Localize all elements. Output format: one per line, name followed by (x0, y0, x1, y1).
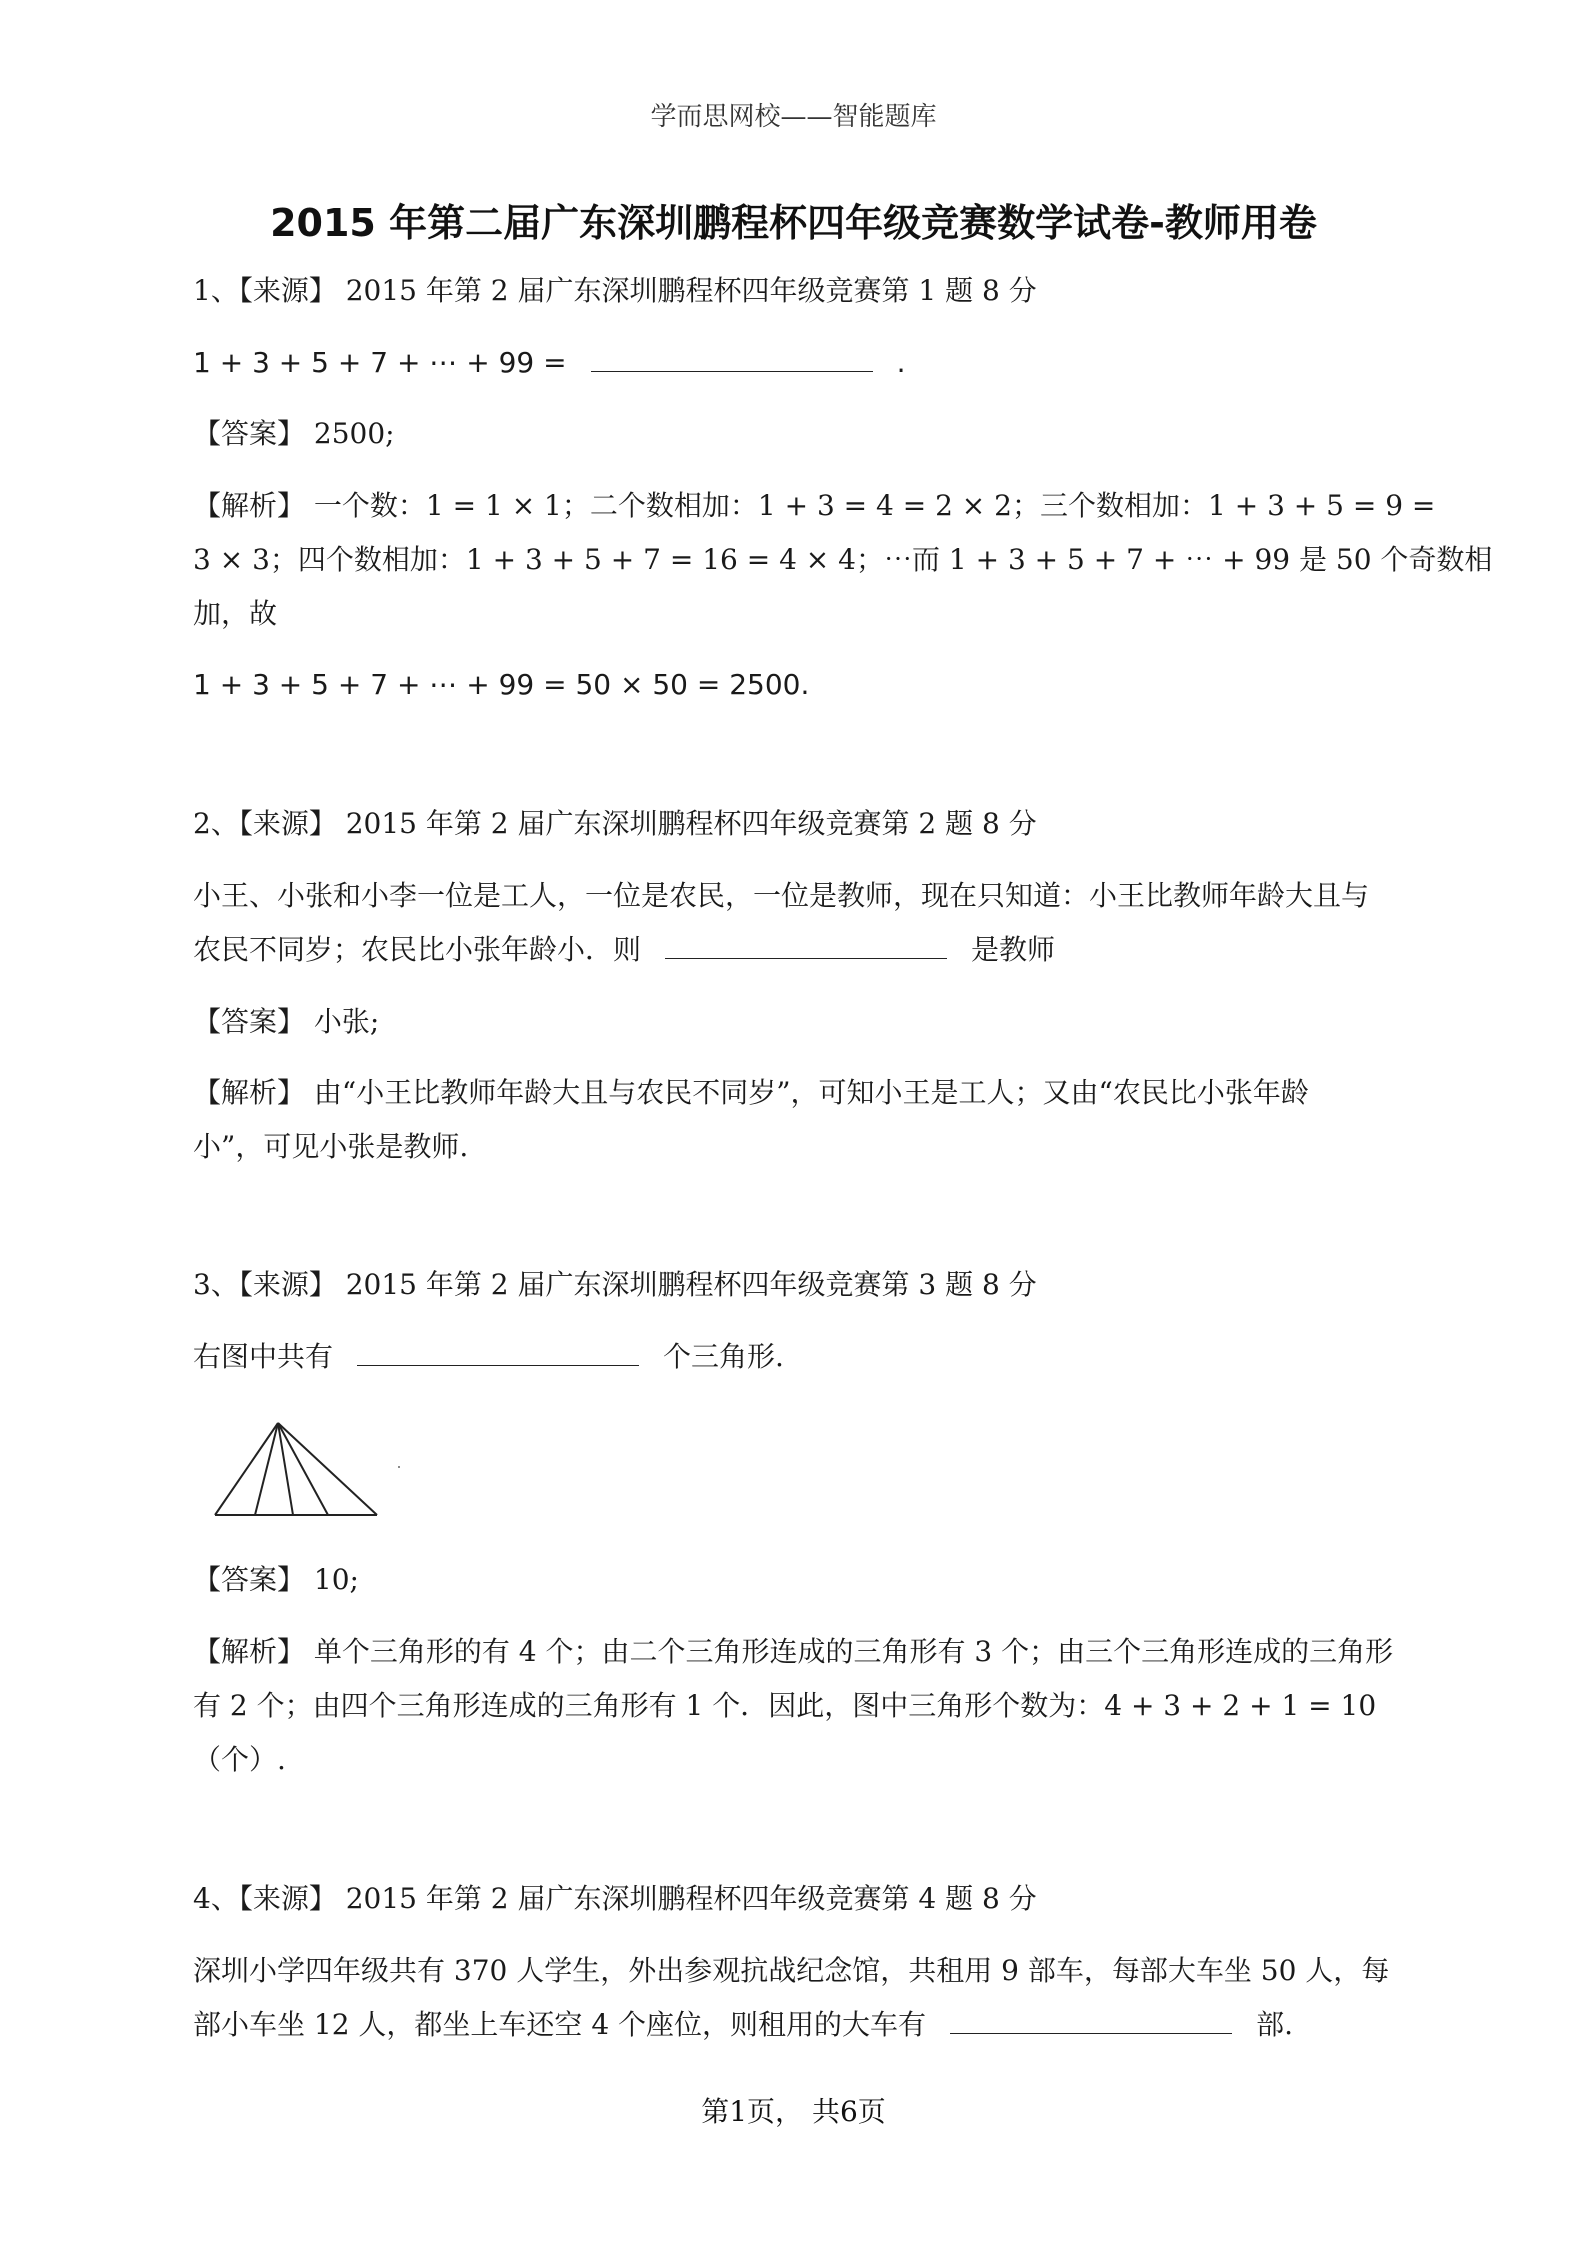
triangle-inner-line (255, 1423, 278, 1515)
q1-answer-blank (591, 349, 873, 372)
q4-question-line (193, 2008, 1293, 2042)
q1-source: 1、【来源】 2015 年第 2 届广东深圳鹏程杯四年级竞赛第 1 题 8 分 (193, 274, 1037, 307)
q1-answer: 【答案】 2500; (193, 417, 395, 450)
triangle-left-side (215, 1423, 278, 1515)
q2-question-tail: 是教师 (971, 933, 1056, 966)
triangle-figure (205, 1415, 405, 1525)
q2-explanation-line: 小”，可见小张是教师. (193, 1130, 469, 1163)
q3-explanation-line: （个）. (193, 1743, 286, 1776)
q1-question (193, 346, 905, 380)
page-footer: 第1页， 共6页 (701, 2095, 886, 2128)
q3-explanation-line: 【解析】 单个三角形的有 4 个；由二个三角形连成的三角形有 3 个；由三个三角形连成的三角形 (193, 1635, 1394, 1668)
page-header: 学而思网校——智能题库 (650, 102, 937, 132)
q2-answer-blank (665, 936, 947, 959)
triangle-right-side (278, 1423, 377, 1515)
q2-question-line (193, 933, 1055, 967)
q4-question-text: 部小车坐 12 人，都坐上车还空 4 个座位，则租用的大车有 (193, 2008, 927, 2041)
q4-source: 4、【来源】 2015 年第 2 届广东深圳鹏程杯四年级竞赛第 4 题 8 分 (193, 1882, 1037, 1915)
q1-explanation-line: 1 + 3 + 5 + 7 + ⋯ + 99 = 50 × 50 = 2500. (193, 668, 810, 701)
q3-source: 3、【来源】 2015 年第 2 届广东深圳鹏程杯四年级竞赛第 3 题 8 分 (193, 1268, 1037, 1301)
q1-question-tail: . (896, 346, 906, 379)
q2-answer: 【答案】 小张; (193, 1005, 380, 1038)
q4-answer-blank (950, 2011, 1232, 2034)
page-title: 2015 年第二届广东深圳鹏程杯四年级竞赛数学试卷-教师用卷 (270, 201, 1317, 245)
q2-source: 2、【来源】 2015 年第 2 届广东深圳鹏程杯四年级竞赛第 2 题 8 分 (193, 807, 1037, 840)
q1-explanation-line: 3 × 3；四个数相加：1 + 3 + 5 + 7 = 16 = 4 × 4；⋯而 1 + 3 + 5 + 7 + ⋯ + 99 是 50 个奇数相 (193, 543, 1493, 576)
q2-explanation-line: 【解析】 由“小王比教师年龄大且与农民不同岁”，可知小王是工人；又由“农民比小张年龄 (193, 1076, 1309, 1109)
q3-answer: 【答案】 10; (193, 1563, 359, 1596)
q3-answer-blank (357, 1343, 639, 1366)
q4-question-tail: 部. (1256, 2008, 1293, 2041)
q2-question-line: 小王、小张和小李一位是工人，一位是农民，一位是教师，现在只知道：小王比教师年龄大且与 (193, 879, 1370, 912)
q1-explanation-line: 加，故 (193, 597, 278, 630)
q2-question-text: 农民不同岁；农民比小张年龄小．则 (193, 933, 642, 966)
q3-explanation-line: 有 2 个；由四个三角形连成的三角形有 1 个．因此，图中三角形个数为：4 + 3 + 2 + 1 = 10 (193, 1689, 1377, 1722)
q3-question (193, 1340, 784, 1374)
q3-question-tail: 个三角形. (663, 1340, 784, 1373)
q1-explanation-line: 【解析】 一个数：1 = 1 × 1；二个数相加：1 + 3 = 4 = 2 × 2；三个数相加：1 + 3 + 5 = 9 = (193, 489, 1436, 522)
q1-question-text: 1 + 3 + 5 + 7 + ⋯ + 99 = (193, 346, 567, 379)
q3-question-head: 右图中共有 (193, 1340, 334, 1373)
q4-question-line: 深圳小学四年级共有 370 人学生，外出参观抗战纪念馆，共租用 9 部车，每部大车坐 50 人，每 (193, 1954, 1390, 1987)
stray-dot (398, 1466, 400, 1468)
